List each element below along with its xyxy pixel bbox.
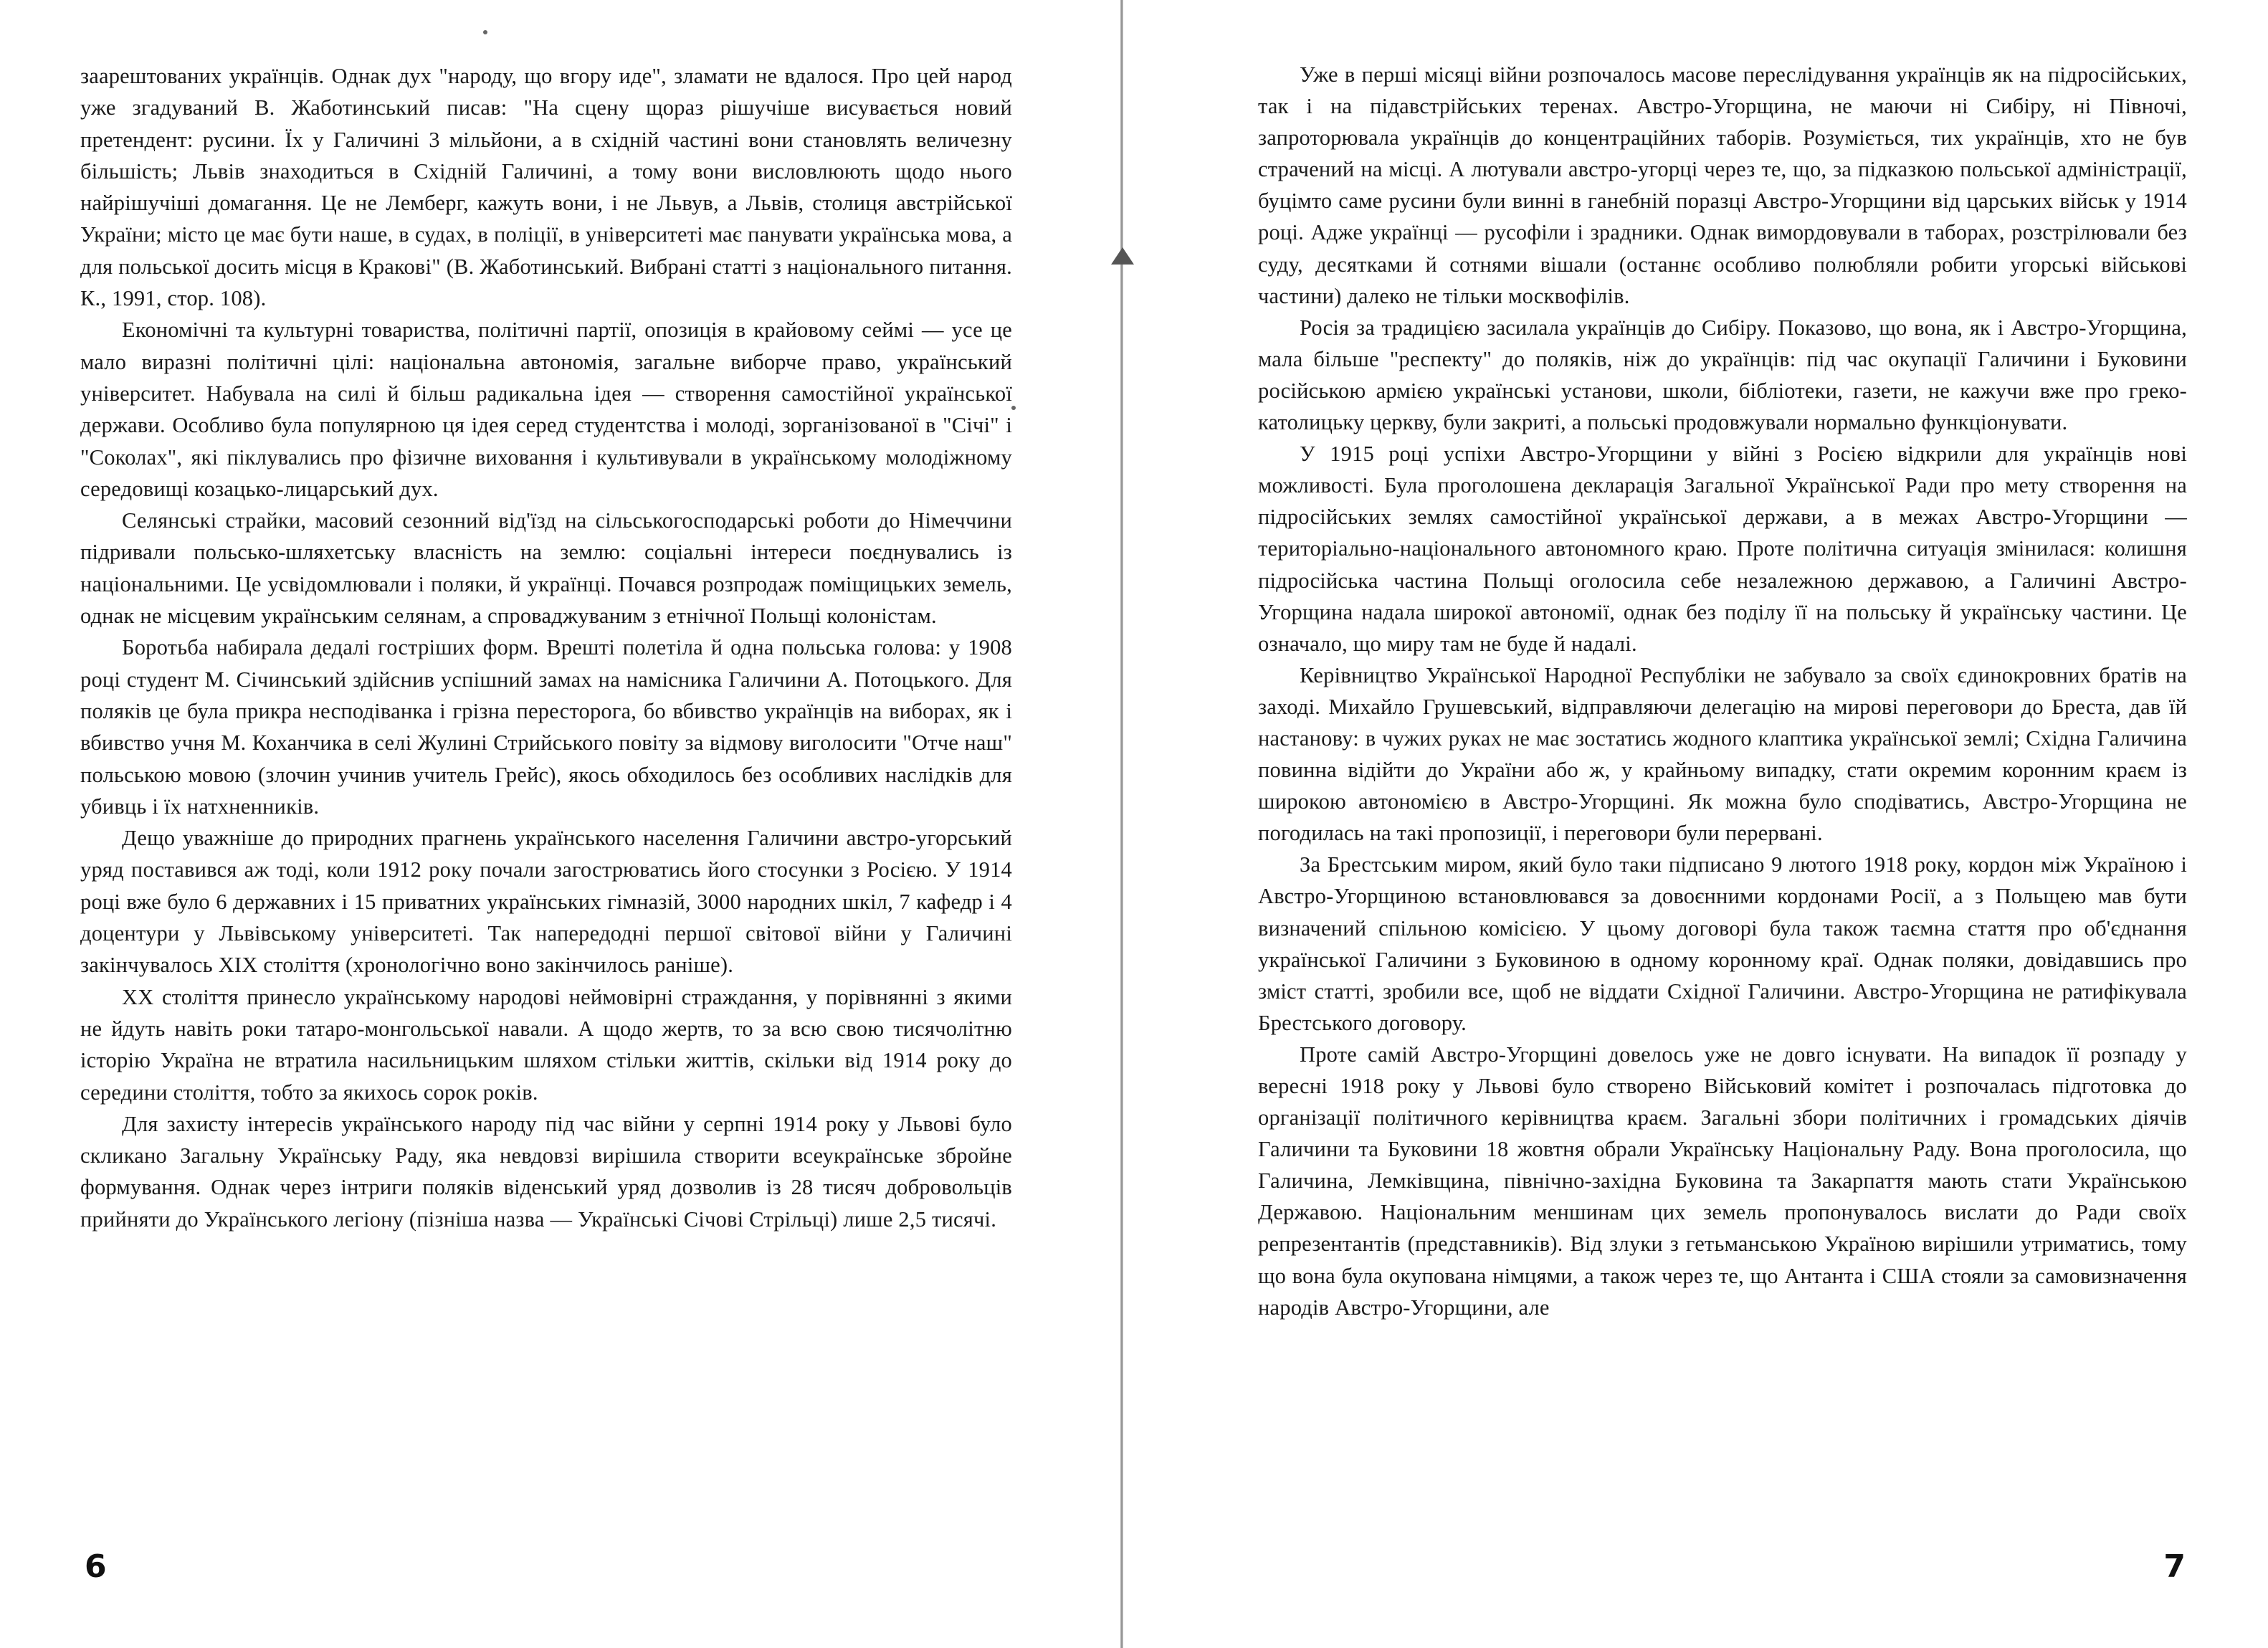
- paragraph: За Брестським миром, який було таки підписано 9 лютого 1918 року, кордон між Україною і Австро-Угорщиною встановлювався за довоєнними кордонами Росії, а з Польщею мав бути визначений спільною комісією. У цьому договорі була також таємна стаття про об'єднання української Галичини з Буковиною в одному коронному краї. Однак поляки, довідавшись про зміст статті, зробили все, щоб не віддати Східної Галичини. Австро-Угорщина не ратифікувала Брестського договору.: [1258, 852, 2187, 1035]
- paragraph: Дещо уважніше до природних прагнень українського населення Галичини австро-угорський уряд поставився аж тоді, коли 1912 року почали загострюватись його стосунки з Росією. У 1914 році вже було 6 державних і 15 приватних українських гімназій, 3000 народних шкіл, 7 кафедр і 4 доцентури у Львівському університеті. Так напередодні першої світової війни у Галичині закінчувалось XIX століття (хронологічно воно закінчилось раніше).: [80, 826, 1012, 978]
- paragraph: Росія за традицією засилала українців до Сибіру. Показово, що вона, як і Австро-Угорщина, мала більше "респекту" до поляків, ніж до українців: під час окупації Галичини і Буковини російською армією українські установи, школи, бібліотеки, газети, не кажучи вже про греко-католицьку церкву, були закриті, а польські продовжували нормально функціонувати.: [1258, 315, 2187, 435]
- page-number: 6: [85, 1548, 107, 1585]
- page-number: 7: [2163, 1548, 2186, 1585]
- paragraph: Проте самій Австро-Угорщині довелось уже не довго існувати. На випадок її розпаду у вересні 1918 року у Львові було створено Військовий комітет і розпочалась підготовка до організації політичного керівництва краєм. Загальні збори політичних і громадських діячів Галичини та Буковини 18 жовтня обрали Українську Національну Раду. Вона проголосила, що Галичина, Лемківщина, північно-західна Буковина та Закарпаття мають стати Українською Державою. Національним меншинам цих земель пропонувалось вислати до Ради своїх репрезентантів (представників). Від злуки з гетьманською Україною вирішили утриматись, тому що вона була окупована німцями, а також через те, що Антанта і США стояли за самовизначення народів Австро-Угорщини, але: [1258, 1042, 2187, 1320]
- paragraph: Економічні та культурні товариства, політичні партії, опозиція в крайовому сеймі — усе це мало виразні політичні цілі: національна автономія, загальне виборче право, український університет. Набувала на силі й більш радикальна ідея — створення самостійної української держави. Особливо була популярною ця ідея серед студентства і молоді, зорганізованої в "Січі" і "Соколах", які піклувались про фізичне виховання і культивували в українському молодіжному середовищі козацько-лицарський дух.: [80, 318, 1012, 501]
- paragraph: У 1915 році успіхи Австро-Угорщини у війні з Росією відкрили для українців нові можливості. Була проголошена декларація Загальної Української Ради про мету створення на підросійських землях самостійної української держави, а в межах Австро-Угорщини — територіально-національного автономного краю. Проте політична ситуація змінилася: колишня підросійська частина Польщі оголосила себе незалежною державою, а Галичині Австро-Угорщина надала широкої автономії, однак без поділу її на польську й українську частини. Це означало, що миру там не буде й надалі.: [1258, 442, 2187, 656]
- paragraph: Боротьба набирала дедалі гостріших форм. Врешті полетіла й одна польська голова: у 1908 році студент М. Січинський здійснив успішний замах на намісника Галичини А. Потоцького. Для поляків це була прикра несподіванка і грізна пересторога, бо вбивство українців на виборах, як і вбивство учня М. Коханчика в селі Жулині Стрийського повіту за відмову виголосити "Отче наш" польською мовою (злочин учинив учитель Грейс), якось обходилось без особливих наслідків для убивць і їх натхненників.: [80, 635, 1012, 819]
- dust-speck: [1011, 406, 1016, 410]
- paragraph: Селянські страйки, масовий сезонний від'їзд на сільськогосподарські роботи до Німеччини підривали польсько-шляхетську власність на землю: соціальні інтереси поєднувались із національними. Це усвідомлювали і поляки, й українці. Почався розпродаж поміщицьких земель, однак не місцевим українським селянам, а спроваджуваним з етнічної Польщі колоністам.: [80, 508, 1012, 629]
- paragraph: XX століття принесло українському народові неймовірні страждання, у порівнянні з якими не йдуть навіть роки татаро-монгольської навали. А щодо жертв, то за всю свою тисячолітню історію Україна не втратила насильницьким шляхом стільки життів, скільки від 1914 року до середини століття, тобто за якихось сорок років.: [80, 984, 1012, 1105]
- dust-speck: [483, 30, 487, 34]
- paragraph: Керівництво Української Народної Республіки не забувало за своїх єдинокровних братів на заході. Михайло Грушевський, відправляючи делегацію на мирові переговори до Бреста, дав їй настанову: в чужих руках не має зостатись жодного клаптика української землі; Східна Галичина повинна відійти до України або ж, у крайньому випадку, стати окремим коронним краєм із широкою автономією в Австро-Угорщині. Як можна було сподіватись, Австро-Угорщина не погодилась на такі пропозиції, і переговори були перервані.: [1258, 662, 2187, 846]
- paragraph: заарештованих українців. Однак дух "народу, що вгору иде", зламати не вдалося. Про цей народ уже згадуваний В. Жаботинський писав: "На сцену щораз рішучіше висувається новий претендент: русини. Їх у Галичині 3 мільйони, а в східній частині вони становлять величезну більшість; Львів знаходиться в Східній Галичині, а тому вони висловлюють щодо нього найрішучіші домагання. Це не Лемберг, кажуть вони, і не Львув, а Львів, столиця австрійської України; місто це має бути наше, в судах, в поліції, в університеті має панувати українська мова, а для польської досить місця в Кракові" (В. Жаботинський. Вибрані статті з національного питання. К., 1991, стор. 108).: [80, 64, 1012, 311]
- binding-mark-icon: [1111, 247, 1134, 265]
- paragraph: Для захисту інтересів українського народу під час війни у серпні 1914 року у Львові було скликано Загальну Українську Раду, яка невдовзі вирішила створити всеукраїнське збройне формування. Однак через інтриги поляків віденський уряд дозволив із 28 тисяч добровольців прийняти до Українського легіону (пізніша назва — Українські Січові Стрільці) лише 2,5 тисячі.: [80, 1111, 1012, 1232]
- left-page-text: [80, 60, 1012, 1235]
- right-page-text: [1258, 59, 2187, 1323]
- paragraph: Уже в перші місяці війни розпочалось масове переслідування українців як на підросійських, так і на підавстрійських теренах. Австро-Угорщина, не маючи ні Сибіру, ні Півночі, запроторювала українців до концентраційних таборів. Розуміється, тих українців, хто не був страчений на місці. А лютували австро-угорці через те, що, за підказкою польської адміністрації, буцімто саме русини були винні в ганебній поразці Австро-Угорщини від царських військ у 1914 році. Адже українці — русофіли і зрадники. Однак вимордовували в таборах, розстрілювали без суду, десятками й сотнями вішали (останнє особливо полюбляли робити угорські військові частини) далеко не тільки москвофілів.: [1258, 62, 2187, 308]
